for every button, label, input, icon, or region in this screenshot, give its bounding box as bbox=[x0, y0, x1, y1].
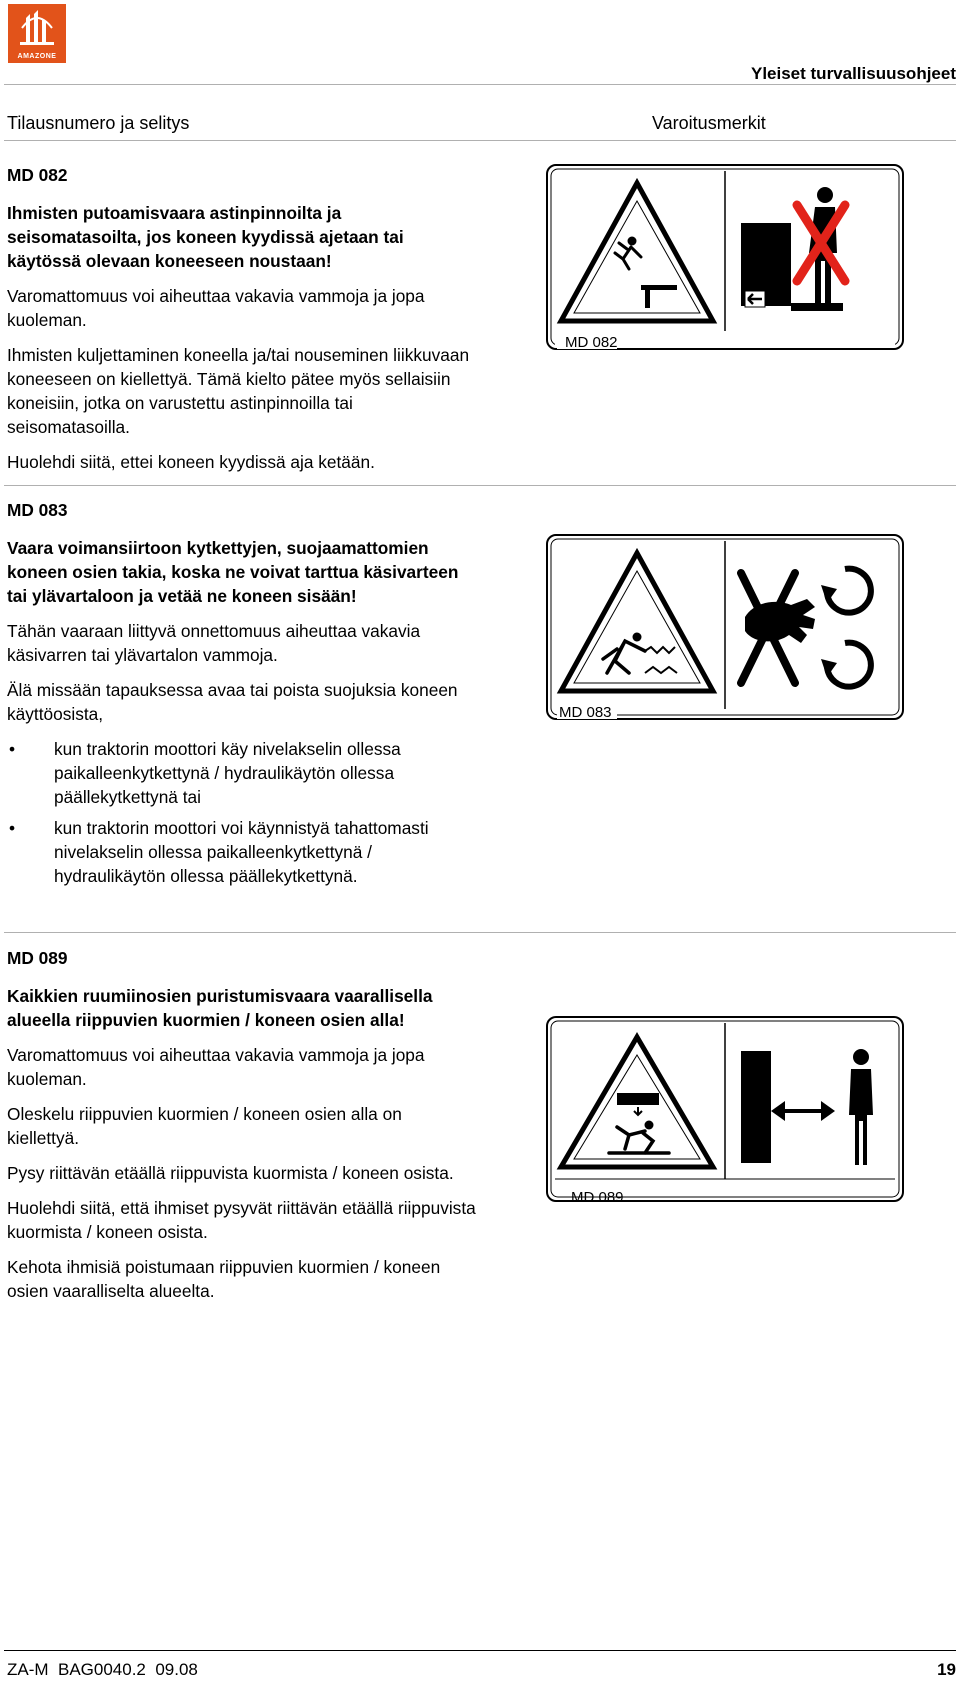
md082-paragraph: Ihmisten kuljettaminen koneella ja/tai nouseminen liikkuvaan koneeseen on kiellettyä. Tämä kielto pätee myös sellaisiin koneisiin, jotka on varustettu astinpinnoilla tai seisomatasoilla. bbox=[7, 345, 470, 437]
footer-divider bbox=[4, 1650, 956, 1651]
hazard-triangle-icon bbox=[561, 553, 713, 691]
list-item bbox=[7, 737, 477, 809]
entanglement-person-icon bbox=[603, 633, 677, 674]
logo-text: AMAZONE bbox=[17, 53, 57, 60]
md083-sign-label: MD 083 bbox=[559, 704, 612, 721]
md083-bullet-list bbox=[7, 737, 477, 888]
column-heading-right: Varoitusmerkit bbox=[652, 113, 766, 133]
no-riding-icon bbox=[741, 187, 845, 311]
md082-code: MD 082 bbox=[7, 165, 68, 185]
md089-paragraph: Kehota ihmisiä poistumaan riippuvien kuormien / koneen osien vaaralliselta alueelta. bbox=[7, 1257, 441, 1301]
md082-warning: Ihmisten putoamisvaara astinpinnoilta ja seisomatasoilta, jos koneen kyydissä ajetaan tai käytössä olevaan koneeseen noustaan! bbox=[7, 203, 404, 271]
amazone-logo bbox=[8, 4, 66, 63]
md089-paragraph: Huolehdi siitä, että ihmiset pysyvät riittävän etäällä riippuvista kuormista / koneen osista. bbox=[7, 1198, 476, 1242]
column-heading-divider bbox=[4, 140, 956, 141]
bullet-marker: • bbox=[9, 739, 16, 759]
list-item-text: kun traktorin moottori voi käynnistyä tahattomasti nivelakselin ollessa paikalleenkytkettynä / hydraulikäytön ollessa päällekytkettynä. bbox=[54, 818, 429, 886]
md082-sign-label: MD 082 bbox=[565, 334, 618, 351]
no-reaching-rotating-parts-icon bbox=[741, 569, 871, 687]
md082-paragraph: Varomattomuus voi aiheuttaa vakavia vammoja ja jopa kuoleman. bbox=[7, 286, 425, 330]
md089-paragraph: Oleskelu riippuvien kuormien / koneen osien alla on kiellettyä. bbox=[7, 1104, 402, 1148]
column-heading-left: Tilausnumero ja selitys bbox=[7, 113, 190, 133]
md083-warning-sign bbox=[545, 533, 905, 723]
md083-section bbox=[7, 498, 477, 895]
md089-code: MD 089 bbox=[7, 948, 68, 968]
list-item-text: kun traktorin moottori käy nivelakselin ollessa paikalleenkytkettynä / hydraulikäytön ollessa päällekytkettynä tai bbox=[54, 739, 401, 807]
md082-paragraph: Huolehdi siitä, ettei koneen kyydissä aja ketään. bbox=[7, 452, 375, 472]
list-item bbox=[7, 816, 477, 888]
md083-paragraph: Tähän vaaraan liittyvä onnettomuus aiheuttaa vakavia käsivarren tai ylävartalon vammoja. bbox=[7, 621, 421, 665]
section-divider bbox=[4, 485, 956, 486]
md089-sign-label: MD 089 bbox=[571, 1189, 624, 1205]
bullet-marker: • bbox=[9, 818, 16, 838]
page-number: 19 bbox=[937, 1660, 956, 1679]
md089-paragraph: Varomattomuus voi aiheuttaa vakavia vammoja ja jopa kuoleman. bbox=[7, 1045, 425, 1089]
md089-warning: Kaikkien ruumiinosien puristumisvaara vaarallisella alueella riippuvien kuormien / koneen osien alla! bbox=[7, 986, 433, 1030]
md082-warning-sign bbox=[545, 163, 905, 353]
md082-section bbox=[7, 163, 477, 485]
section-title: Yleiset turvallisuusohjeet bbox=[750, 64, 956, 83]
falling-person-icon bbox=[615, 237, 677, 309]
md083-warning: Vaara voimansiirtoon kytkettyjen, suojaamattomien koneen osien takia, koska ne voivat tarttua käsivarteen tai ylävartaloon ja vetää ne koneen sisään! bbox=[7, 538, 459, 606]
logo-emblem-icon bbox=[8, 4, 66, 49]
md089-warning-sign bbox=[545, 1015, 905, 1205]
md083-code: MD 083 bbox=[7, 500, 68, 520]
crushing-hazard-icon bbox=[609, 1093, 669, 1153]
md089-section bbox=[7, 946, 477, 1314]
md089-paragraph: Pysy riittävän etäällä riippuvista kuormista / koneen osista. bbox=[7, 1163, 454, 1183]
header-divider bbox=[4, 84, 956, 85]
section-divider bbox=[4, 932, 956, 933]
footer-doc-id: ZA-M BAG0040.2 09.08 bbox=[7, 1660, 198, 1679]
md083-paragraph: Älä missään tapauksessa avaa tai poista suojuksia koneen käyttöosista, bbox=[7, 680, 458, 724]
keep-distance-icon bbox=[741, 1049, 873, 1165]
